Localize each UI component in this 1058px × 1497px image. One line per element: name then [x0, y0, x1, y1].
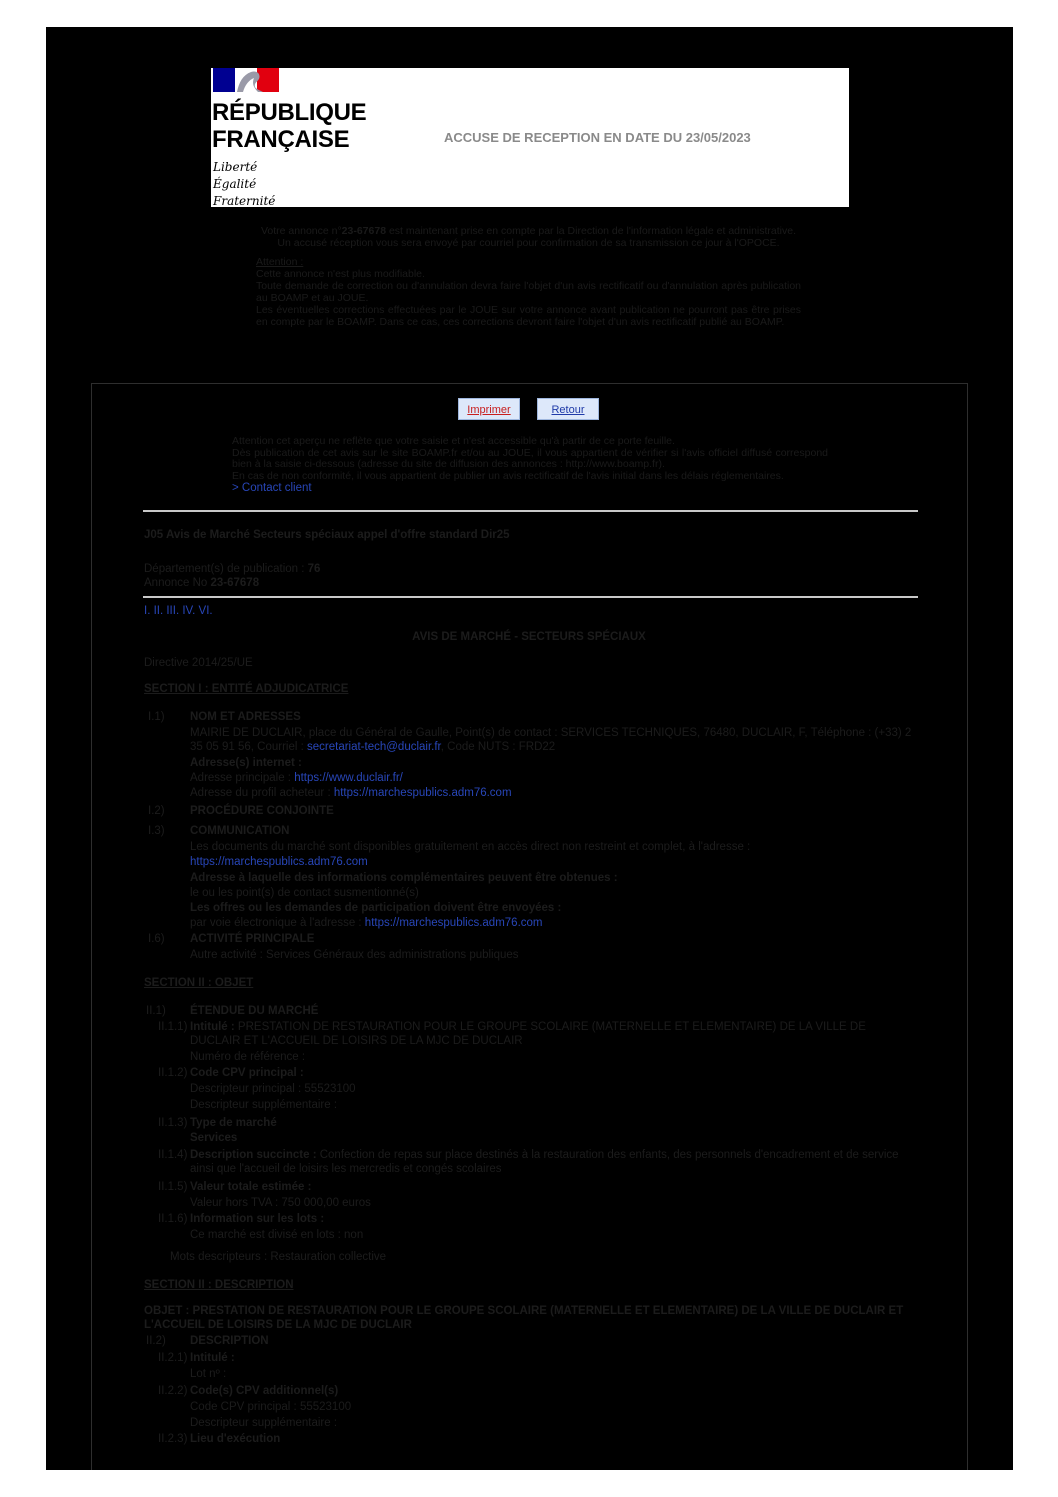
s1-3-offers-label: Les offres ou les demandes de participation doivent être envoyées : [190, 902, 562, 914]
s2-1-2-number: II.1.2) [158, 1067, 188, 1079]
s2-2-3-label: Lieu d'exécution [190, 1433, 281, 1445]
print-button[interactable]: Imprimer [458, 398, 520, 420]
keywords: Mots descripteurs : Restauration collective [170, 1251, 387, 1263]
s2-1-1-intitule: Intitulé : PRESTATION DE RESTAURATION POUR LE GROUPE SCOLAIRE (MATERNELLE ET ELEMENTAIRE) DE LA VILLE DE DUCLAIR ET L'ACCUEIL DE LOISIRS DE LA MJC DE DUCLAIR [190, 1021, 866, 1047]
s2-2-1-label: Intitulé : [190, 1352, 235, 1364]
separator-top [143, 510, 918, 512]
contact-email-link[interactable]: secretariat-tech@duclair.fr [307, 741, 441, 753]
warning-line-3: En cas de non conformité, il vous appartient de publier un avis rectificatif de l'avis initial dans les délais réglementaires. [232, 469, 784, 482]
s1-6-number: I.6) [148, 933, 165, 945]
notice-line-2: Un accusé réception vous sera envoyé par courriel pour confirmation de sa transmission ce jour à l'OPOCE. [277, 237, 780, 249]
directive: Directive 2014/25/UE [144, 657, 253, 669]
s1-6-title: ACTIVITÉ PRINCIPALE [190, 933, 315, 945]
s2-2-2-label: Code(s) CPV additionnel(s) [190, 1385, 339, 1397]
contact-client-link[interactable]: > Contact client [232, 482, 312, 494]
buyer-profile-link[interactable]: https://marchespublics.adm76.com [333, 787, 512, 799]
attention-line-3: Les éventuelles corrections effectuées par le JOUE sur votre annonce avant publication ne pourront pas être prises en compte par le BOAMP. Dans ce cas, ces corrections devront faire l'objet d'un avis rectificatif publié au BOAMP. [256, 304, 801, 328]
warning-line-1: Attention cet aperçu ne reflète que votre saisie et n'est accessible qu'à partir de ce porte feuille. [232, 435, 675, 447]
document-page [46, 27, 1013, 1470]
s2-1-4-description: Description succincte : Confection de repas sur place destinés à la restauration des enfants, des personnels d'encadrement et de service ainsi que l'accueil de loisirs les mercredis et congés scolaires [190, 1149, 899, 1175]
s2-2-2-extra: Descripteur supplémentaire : [190, 1417, 338, 1429]
s1-1-title: NOM ET ADRESSES [190, 711, 301, 723]
motto-liberte: Liberté [213, 160, 258, 174]
acknowledgement-title: ACCUSE DE RECEPTION EN DATE DU 23/05/2023 [444, 130, 751, 145]
s2-1-6-label: Information sur les lots : [190, 1213, 325, 1225]
s2-1-3-value: Services [190, 1132, 238, 1144]
s2-1-6-number: II.1.6) [158, 1213, 188, 1225]
s1-6-value: Autre activité : Services Généraux des administrations publiques [190, 949, 519, 961]
s2-1-4-number: II.1.4) [158, 1149, 188, 1161]
s2-1-3-number: II.1.3) [158, 1117, 188, 1129]
lot-number: Lot nº : [190, 1368, 227, 1380]
buyer-profile: Adresse du profil acheteur : https://marchespublics.adm76.com [190, 787, 512, 799]
s1-3-info-value: le ou les point(s) de contact susmentionné(s) [190, 887, 419, 899]
s1-3-info-label: Adresse à laquelle des informations complémentaires peuvent être obtenues : [190, 872, 618, 884]
s2-1-5-label: Valeur totale estimée : [190, 1181, 312, 1193]
motto-fraternite: Fraternité [213, 194, 276, 208]
attention-label: Attention : [256, 256, 304, 268]
republique-line-2: FRANÇAISE [212, 126, 350, 153]
notice-line-1: Votre annonce n°23-67678 est maintenant prise en compte par la Direction de l'information légale et administrative. [260, 225, 797, 237]
main-address: Adresse principale : https://www.duclair.fr/ [190, 772, 403, 784]
s1-3-offers-link[interactable]: https://marchespublics.adm76.com [364, 917, 543, 929]
s2-1-title: ÉTENDUE DU MARCHÉ [190, 1005, 319, 1017]
reference-number: Numéro de référence : [190, 1051, 306, 1063]
s1-3-number: I.3) [148, 825, 165, 837]
s2-2-title: DESCRIPTION [190, 1335, 269, 1347]
back-button[interactable]: Retour [537, 398, 599, 420]
preview-warning [232, 436, 828, 495]
form-title: J05 Avis de Marché Secteurs spéciaux appel d'offre standard Dir25 [144, 529, 510, 541]
s2-1-5-number: II.1.5) [158, 1181, 188, 1193]
preview-frame [91, 383, 968, 1470]
s2-1-6-value: Ce marché est divisé en lots : non [190, 1229, 364, 1241]
attention-line-2: Toute demande de correction ou d'annulation devra faire l'objet d'un avis rectificatif ou d'annulation après publication au BOAMP et au JOUE. [256, 280, 801, 304]
s1-2-title: PROCÉDURE CONJOINTE [190, 805, 334, 817]
main-address-link[interactable]: https://www.duclair.fr/ [294, 772, 403, 784]
s2-1-number: II.1) [146, 1005, 166, 1017]
s1-1-number: I.1) [148, 711, 165, 723]
s1-3-offers-value: par voie électronique à l'adresse : https://marchespublics.adm76.com [190, 917, 543, 929]
annonce-line: Annonce No 23-67678 [144, 577, 260, 589]
s2-2-number: II.2) [146, 1335, 166, 1347]
s2-1-5-value: Valeur hors TVA : 750 000,00 euros [190, 1197, 371, 1209]
section-2-title: SECTION II : OBJET [144, 977, 254, 989]
warning-line-2: Dès publication de cet avis sur le site BOAMP.fr et/ou au JOUE, il vous appartient de vérifier si l'avis officiel diffusé correspond bien à la saisie ci-dessous (adresse du site de diffusion des annonces : http://www.boamp.fr). [232, 446, 828, 470]
s1-1-address: MAIRIE DE DUCLAIR, place du Général de Gaulle, Point(s) de contact : SERVICES TECHNIQUES, 76480, DUCLAIR, F, Téléphone : (+33) 2 35 05 91 56, Courriel : secretariat-tech@duclair.fr, Code NUTS : FRD22 [190, 727, 912, 753]
section-navigation[interactable]: I. II. III. IV. VI. [144, 605, 213, 617]
cpv-main: Descripteur principal : 55523100 [190, 1083, 356, 1095]
departments-line: Département(s) de publication : 76 [144, 563, 321, 575]
s2-2-2-main: Code CPV principal : 55523100 [190, 1401, 352, 1413]
annonce-number: 23-67678 [341, 225, 387, 237]
s2-1-3-label: Type de marché [190, 1117, 277, 1129]
separator-middle [143, 596, 918, 598]
objet: OBJET : PRESTATION DE RESTAURATION POUR LE GROUPE SCOLAIRE (MATERNELLE ET ELEMENTAIRE) DE LA VILLE DE DUCLAIR ET L'ACCUEIL DE LOISIRS DE LA MJC DE DUCLAIR [144, 1305, 904, 1331]
republique-line-1: RÉPUBLIQUE [212, 99, 367, 126]
notice-block [256, 225, 801, 328]
s1-3-docs: Les documents du marché sont disponibles gratuitement en accès direct non restreint et complet, à l'adresse : [190, 841, 751, 853]
s1-2-number: I.2) [148, 805, 165, 817]
section-2-description-title: SECTION II : DESCRIPTION [144, 1279, 294, 1291]
s1-3-title: COMMUNICATION [190, 825, 290, 837]
s2-2-3-number: II.2.3) [158, 1433, 188, 1445]
s2-1-2-label: Code CPV principal : [190, 1067, 304, 1079]
motto-egalite: Égalité [213, 177, 257, 191]
s2-2-1-number: II.2.1) [158, 1352, 188, 1364]
attention-line-1: Cette annonce n'est plus modifiable. [256, 268, 425, 280]
s2-1-1-number: II.1.1) [158, 1021, 188, 1033]
marianne-logo-icon [213, 68, 279, 92]
cpv-extra: Descripteur supplémentaire : [190, 1099, 338, 1111]
internet-label: Adresse(s) internet : [190, 757, 302, 769]
s2-2-2-number: II.2.2) [158, 1385, 188, 1397]
avis-title: AVIS DE MARCHÉ - SECTEURS SPÉCIAUX [412, 631, 646, 643]
header-banner [211, 68, 849, 207]
section-1-title: SECTION I : ENTITÉ ADJUDICATRICE [144, 683, 349, 695]
s1-3-docs-link[interactable]: https://marchespublics.adm76.com [190, 856, 368, 868]
